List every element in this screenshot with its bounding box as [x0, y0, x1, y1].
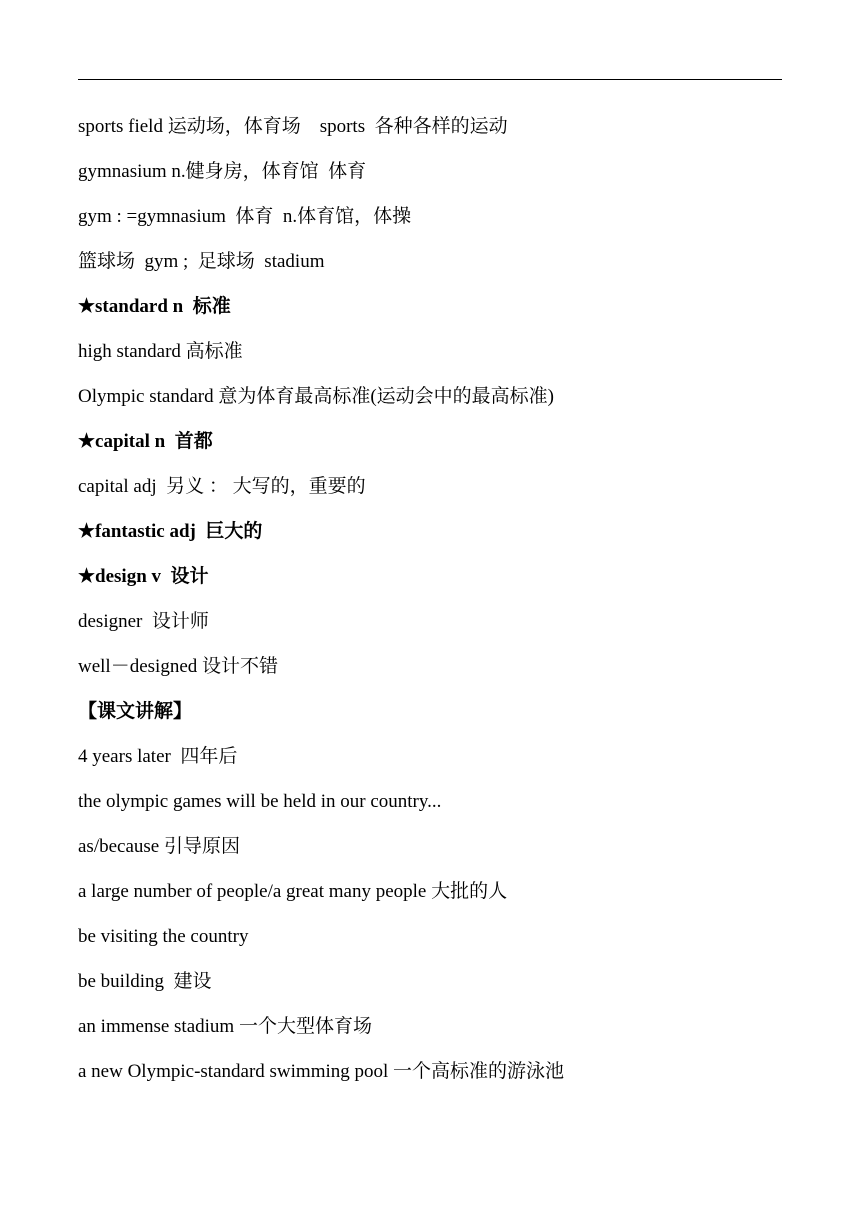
- text-line: gym : =gymnasium 体育 n.体育馆，体操: [78, 206, 412, 227]
- text-line: an immense stadium 一个大型体育场: [78, 1016, 372, 1037]
- text-line: well－designed 设计不错: [78, 656, 279, 677]
- text-line: a large number of people/a great many people 大批的人: [78, 881, 508, 902]
- text-line: high standard 高标准: [78, 341, 243, 362]
- text-line: sports field 运动场，体育场 sports 各种各样的运动: [78, 116, 508, 137]
- text-line: be visiting the country: [78, 926, 249, 947]
- heading-line: ★fantastic adj 巨大的: [78, 521, 263, 542]
- text-line: capital adj 另义 ： 大写的，重要的: [78, 476, 366, 497]
- text-line: be building 建设: [78, 971, 212, 992]
- text-line: 篮球场 gym ; 足球场 stadium: [78, 251, 325, 272]
- heading-line: ★standard n 标准: [78, 296, 231, 317]
- text-body: [78, 111, 782, 1101]
- text-line: gymnasium n.健身房，体育馆 体育: [78, 161, 367, 182]
- text-line: the olympic games will be held in our country...: [78, 791, 442, 812]
- text-line: designer 设计师: [78, 611, 209, 632]
- heading-line: ★capital n 首都: [78, 431, 213, 452]
- heading-line: ★design v 设计: [78, 566, 209, 587]
- text-line: 4 years later 四年后: [78, 746, 238, 767]
- text-line: a new Olympic-standard swimming pool 一个高标准的游泳池: [78, 1061, 565, 1082]
- header-rule: [78, 79, 782, 80]
- heading-line: 【课文讲解】: [78, 701, 193, 722]
- text-line: Olympic standard 意为体育最高标准(运动会中的最高标准): [78, 386, 555, 407]
- text-line: as/because 引导原因: [78, 836, 240, 857]
